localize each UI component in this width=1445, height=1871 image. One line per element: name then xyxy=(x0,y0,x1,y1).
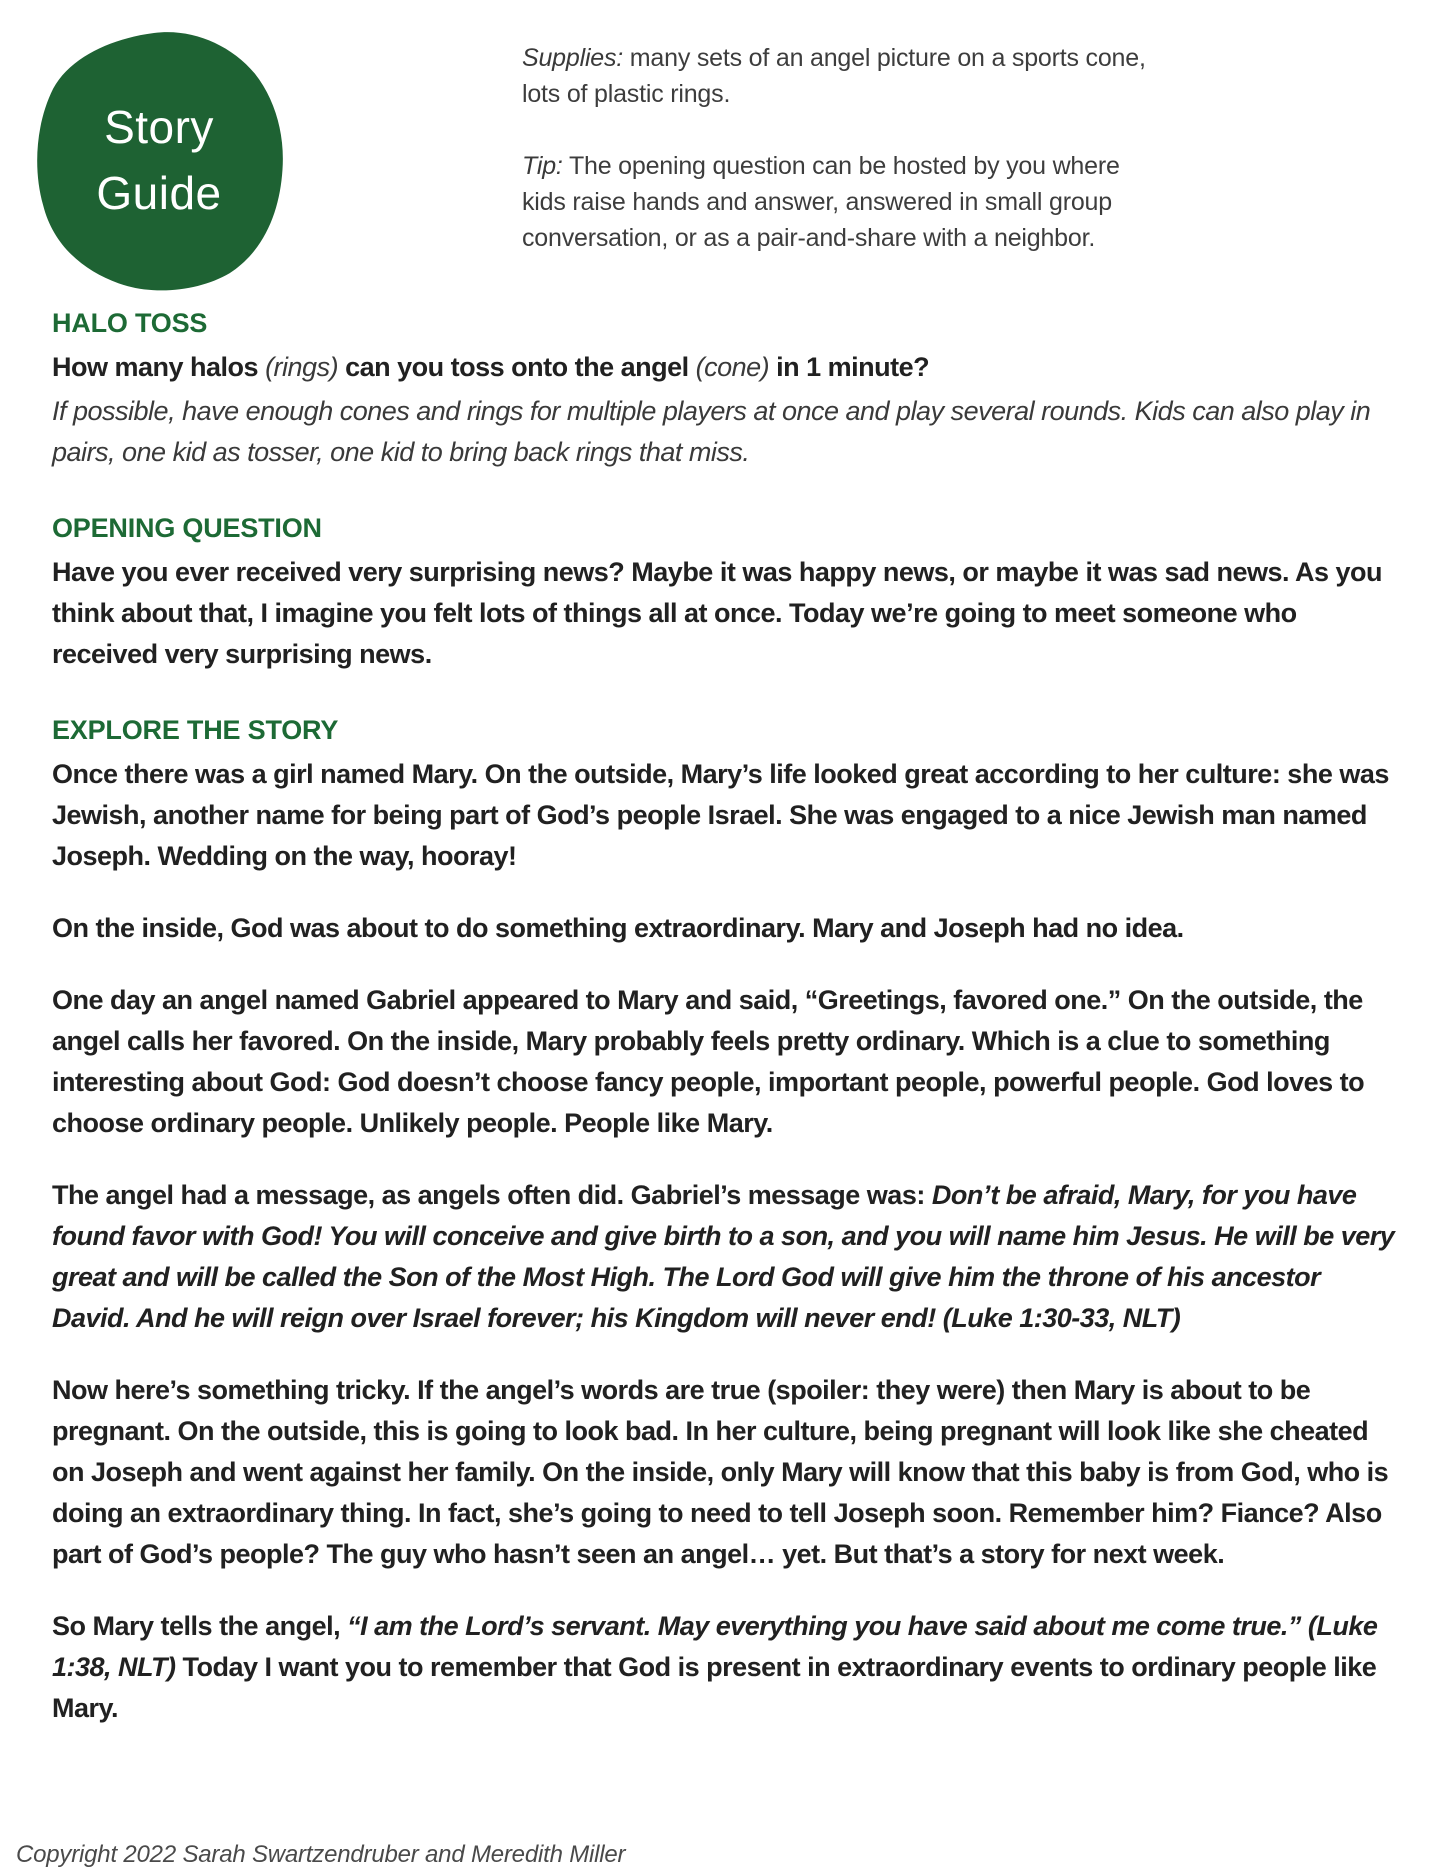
section-explore-the-story xyxy=(52,715,1397,1729)
opening-question-heading: OPENING QUESTION xyxy=(52,513,322,543)
supplies-note: Supplies: many sets of an angel picture on a sports cone, lots of plastic rings. xyxy=(522,44,1146,108)
section-opening-question xyxy=(52,513,1397,675)
section-halo-toss xyxy=(52,308,1397,473)
story-paragraph-6: So Mary tells the angel, “I am the Lord’s servant. May everything you have said about me come true.” (Luke 1:38, NLT) Today I want you to remember that God is present in extraordinary events to ordinary people like Mary. xyxy=(52,1611,1378,1723)
opening-question-text: Have you ever received very surprising news? Maybe it was happy news, or maybe it was sad news. As you think about that, I imagine you felt lots of things all at once. Today we’re going to meet someone who received very surprising news. xyxy=(52,557,1383,669)
halo-toss-heading: HALO TOSS xyxy=(52,308,208,338)
halo-toss-note: If possible, have enough cones and rings for multiple players at once and play several rounds. Kids can also play in pairs, one kid as tosser, one kid to bring back rings that miss. xyxy=(52,396,1371,467)
copyright-line: Copyright 2022 Sarah Swartzendruber and Meredith Miller xyxy=(16,1841,626,1868)
tip-note: Tip: The opening question can be hosted by you where kids raise hands and answer, answered in small group conversation, or as a pair-and-share with a neighbor. xyxy=(522,152,1120,252)
story-guide-badge xyxy=(33,28,285,296)
badge-label xyxy=(33,28,285,296)
intro-notes xyxy=(522,40,1154,256)
badge-line1: Story xyxy=(104,101,214,153)
explore-story-heading: EXPLORE THE STORY xyxy=(52,715,339,745)
story-paragraph-4: The angel had a message, as angels often did. Gabriel’s message was: Don’t be afraid, Mary, for you have found favor with God! You will conceive and give birth to a son, and you will name him Jesus. He will be very great and will be called the Son of the Most High. The Lord God will give him the throne of his ancestor David. And he will reign over Israel forever; his Kingdom will never end! (Luke 1:30-33, NLT) xyxy=(52,1180,1395,1333)
main-content xyxy=(0,300,1445,1729)
story-paragraph-3: One day an angel named Gabriel appeared to Mary and said, “Greetings, favored one.” On the outside, the angel calls her favored. On the inside, Mary probably feels pretty ordinary. Which is a clue to something interesting about God: God doesn’t choose fancy people, important people, powerful people. God loves to choose ordinary people. Unlikely people. People like Mary. xyxy=(52,985,1365,1138)
page-header xyxy=(0,0,1445,300)
story-paragraph-2: On the inside, God was about to do something extraordinary. Mary and Joseph had no idea. xyxy=(52,913,1184,943)
badge-line2: Guide xyxy=(96,167,222,219)
halo-toss-question: How many halos (rings) can you toss onto the angel (cone) in 1 minute? xyxy=(52,352,930,382)
story-paragraph-1: Once there was a girl named Mary. On the outside, Mary’s life looked great according to her culture: she was Jewish, another name for being part of God’s people Israel. She was engaged to a nice Jewish man named Joseph. Wedding on the way, hooray! xyxy=(52,759,1389,871)
story-paragraph-5: Now here’s something tricky. If the angel’s words are true (spoiler: they were) then Mary is about to be pregnant. On the outside, this is going to look bad. In her culture, being pregnant will look like she cheated on Joseph and went against her family. On the inside, only Mary will know that this baby is from God, who is doing an extraordinary thing. In fact, she’s going to need to tell Joseph soon. Remember him? Fiance? Also part of God’s people? The guy who hasn’t seen an angel… yet. But that’s a story for next week. xyxy=(52,1375,1389,1569)
